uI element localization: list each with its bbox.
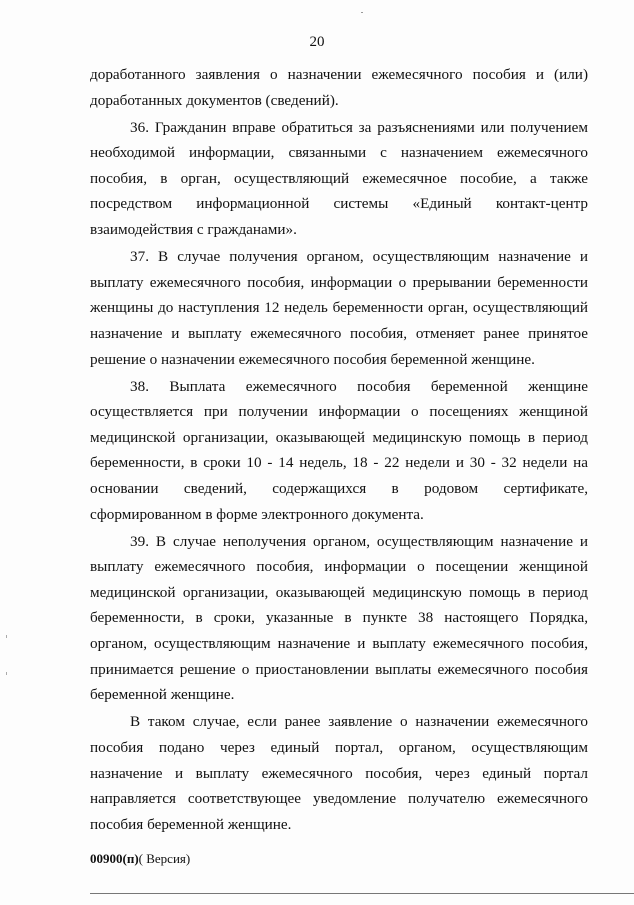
paragraph-continuation: доработанного заявления о назначении ежемесячного пособия и (или) доработанных документов (сведений).: [90, 66, 588, 109]
scan-bottom-rule: [90, 893, 634, 894]
paragraph-38: 38. Выплата ежемесячного пособия беременной женщине осуществляется при получении информации о посещениях женщиной медицинской организации, оказывающей медицинскую помощь в период беременности, в сроки 10 - 14 недель, 18 - 22 недели и 30 - 32 недели на основании сведений, содержащихся в родовом сертификате, сформированном в форме электронного документа.: [90, 377, 588, 523]
scan-mark: [361, 12, 363, 13]
paragraph-36: 36. Гражданин вправе обратиться за разъяснениями или получением необходимой информации, связанными с назначением ежемесячного пособия, в орган, осуществляющий ежемесячное пособие, а также посредством информационной системы «Единый контакт-центр взаимодействия с гражданами».: [90, 118, 588, 239]
page-number: 20: [309, 34, 325, 50]
document-code: [90, 851, 190, 867]
paragraph-39-continuation: В таком случае, если ранее заявление о назначении ежемесячного пособия подано через единый портал, органом, осуществляющим назначение и выплату ежемесячного пособия, через единый портал направляется соответствующее уведомление получателю ежемесячного пособия беременной женщине.: [90, 713, 588, 833]
document-body: [90, 62, 588, 839]
paragraph-37: 37. В случае получения органом, осуществляющим назначение и выплату ежемесячного пособия, информации о прерывании беременности женщины до наступления 12 недель беременности орган, осуществляющий назначение и выплату ежемесячного пособия, отменяет ранее принятое решение о назначении ежемесячного пособия беременной женщине.: [90, 248, 588, 368]
document-code-number: 00900(п): [90, 851, 139, 866]
document-version: ( Версия): [138, 851, 191, 866]
scan-edge-mark: [6, 672, 7, 675]
paragraph-39: 39. В случае неполучения органом, осуществляющим назначение и выплату ежемесячного пособия, информации о посещении женщиной медицинской организации, оказывающей медицинскую помощь в период беременности, в сроки, указанные в пункте 38 настоящего Порядка, органом, осуществляющим назначение и выплату ежемесячного пособия, принимается решение о приостановлении выплаты ежемесячного пособия беременной женщине.: [90, 532, 588, 704]
scan-edge-mark: [6, 635, 7, 638]
